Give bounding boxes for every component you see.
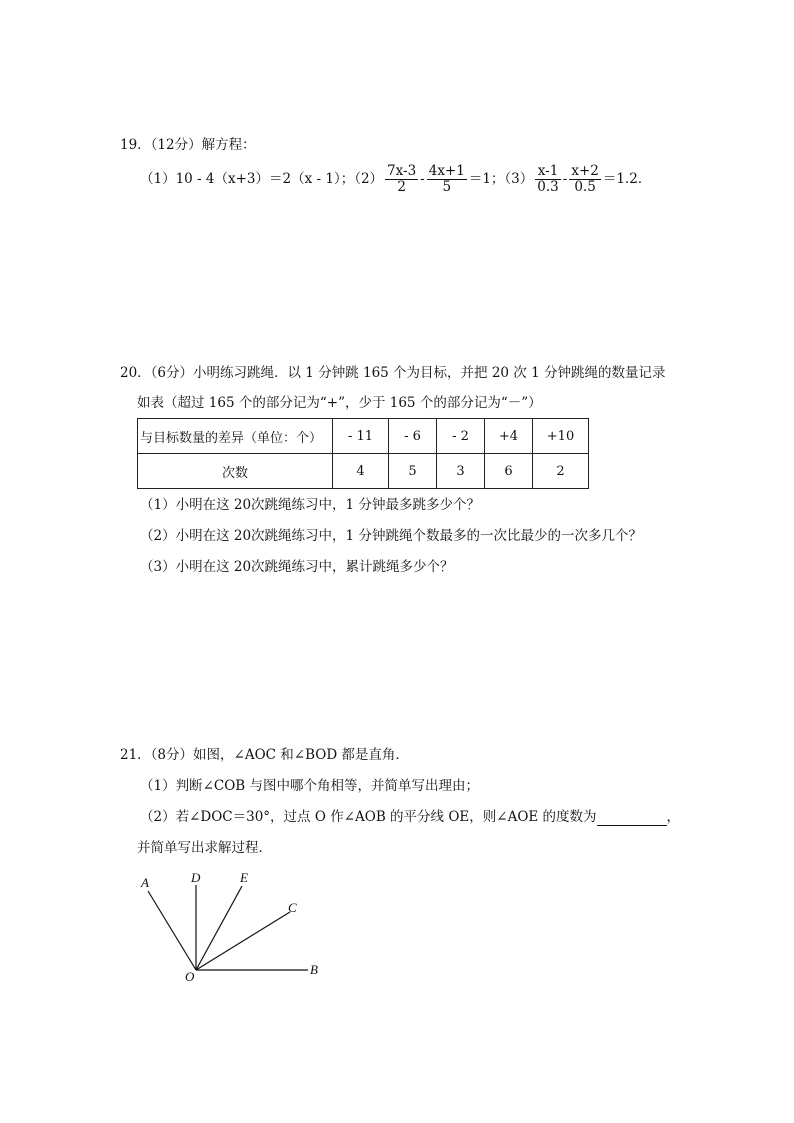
table-cell: 6 (485, 454, 533, 489)
q19-equations: （1）10 - 4（x+3）＝2（x - 1）；（2） $\frac{7x-3}{2}$ - $\frac{4x+1}{5}$ ＝1；（3） $\frac{x-1}{0.3}$ - $\frac{x+2}{0.5}$ ＝1.2． (140, 163, 652, 195)
table-row (138, 454, 589, 489)
q21-sub1: （1）判断∠COB 与图中哪个角相等，并简单写出理由； (140, 778, 480, 794)
table-cell: +4 (485, 419, 533, 454)
q21-sub2: （2）若∠DOC＝30°，过点 O 作∠AOB 的平分线 OE，则∠AOE 的度数为 ， (140, 809, 681, 825)
q20-line1: 20．（6分）小明练习跳绳．以 1 分钟跳 165 个为目标，并把 20 次 1 分钟跳绳的数量记录 (120, 365, 666, 381)
table-row (138, 419, 589, 454)
table-cell: - 6 (389, 419, 437, 454)
label-a: A (141, 875, 149, 890)
table-cell: - 11 (333, 419, 389, 454)
q19-heading: 19．（12分）解方程： (120, 137, 256, 153)
fraction-4: $\frac{x+2}{0.5}$ (571, 163, 599, 195)
ray-oa (148, 891, 196, 970)
ray-oc (196, 912, 290, 970)
q20-line2: 如表（超过 165 个的部分记为“+”，少于 165 个的部分记为“－”） (137, 395, 542, 411)
difference-table (137, 418, 589, 489)
label-d: D (191, 870, 201, 885)
angle-figure (130, 866, 350, 996)
table-cell: 3 (437, 454, 485, 489)
label-c: C (288, 900, 297, 915)
q20-sub3: （3）小明在这 20次跳绳练习中，累计跳绳多少个？ (140, 559, 454, 575)
table-cell: +10 (533, 419, 589, 454)
ray-oe (196, 886, 242, 970)
answer-blank (597, 811, 667, 826)
table-header-cell: 次数 (138, 454, 333, 489)
q21-sub2-cont: 并简单写出求解过程． (137, 840, 272, 856)
fraction-2: $\frac{4x+1}{5}$ (428, 163, 465, 195)
q19-part1: （1）10 - 4（x+3）＝2（x - 1）；（2） (140, 171, 384, 187)
label-e: E (240, 870, 248, 885)
fraction-1: $\frac{7x-3}{2}$ (387, 163, 417, 195)
label-b: B (310, 962, 318, 977)
label-o: O (185, 969, 195, 984)
table-cell: 4 (333, 454, 389, 489)
fraction-3: $\frac{x-1}{0.3}$ (537, 163, 559, 195)
q20-sub2: （2）小明在这 20次跳绳练习中，1 分钟跳绳个数最多的一次比最少的一次多几个？ (140, 528, 642, 544)
table-cell: 5 (389, 454, 437, 489)
table-cell: 2 (533, 454, 589, 489)
table-cell: - 2 (437, 419, 485, 454)
table-header-cell: 与目标数量的差异（单位：个） (138, 419, 333, 454)
q20-sub1: （1）小明在这 20次跳绳练习中，1 分钟最多跳多少个？ (140, 497, 480, 513)
q21-heading: 21．（8分）如图，∠AOC 和∠BOD 都是直角． (120, 747, 409, 763)
